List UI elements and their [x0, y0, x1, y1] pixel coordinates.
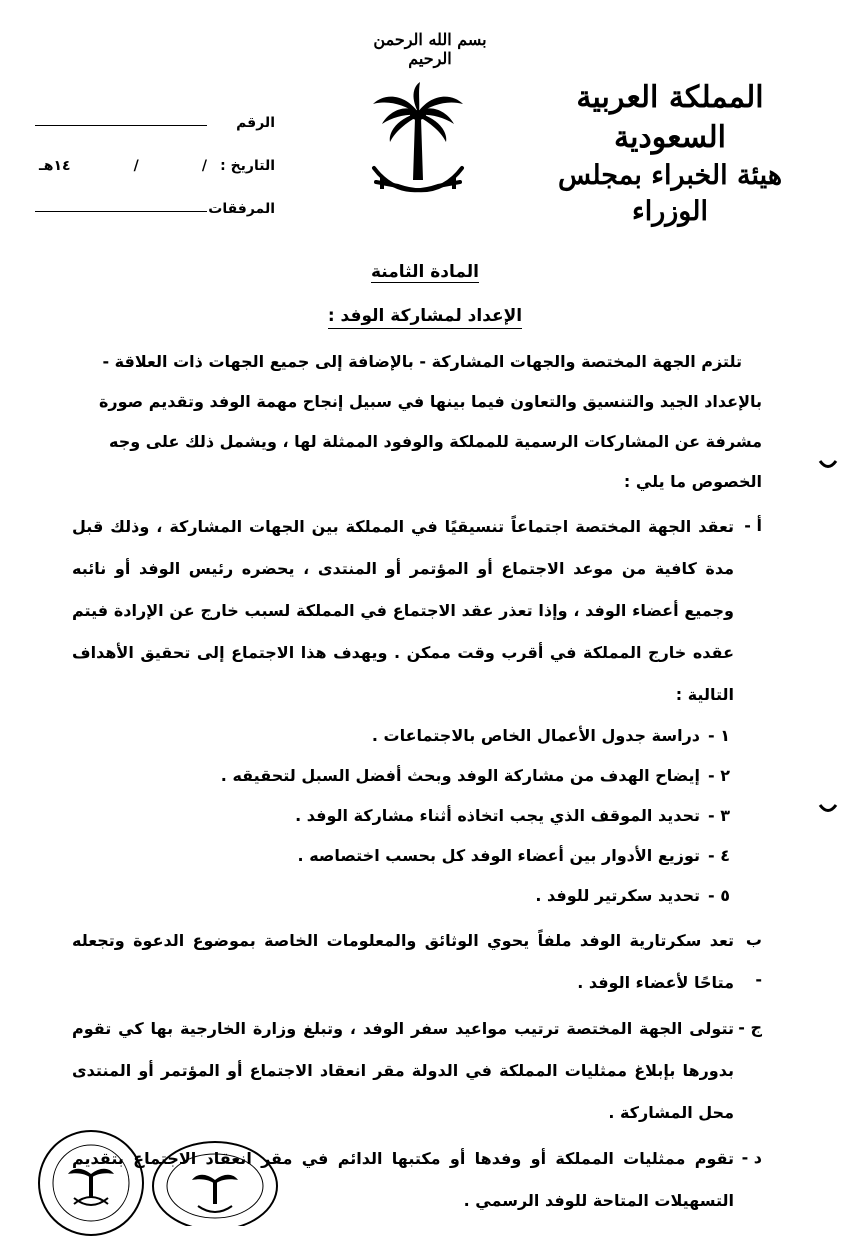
number-row: [35, 88, 275, 131]
attachments-field: [35, 210, 207, 212]
official-seal-icon: [150, 1136, 280, 1226]
number-label: الرقم: [236, 115, 275, 131]
item-text: تحديد سكرتير للوفد .: [535, 886, 700, 905]
clause-b: [72, 920, 762, 1004]
article-body: [72, 342, 762, 1222]
margin-mark-icon: [818, 802, 838, 816]
item-number: ١ -: [708, 726, 730, 745]
number-field: [35, 124, 207, 126]
date-label: التاريخ :: [220, 158, 275, 174]
clause-mark: ج -: [738, 1018, 762, 1037]
item-text: دراسة جدول الأعمال الخاص بالاجتماعات .: [371, 726, 700, 745]
clause-mark: ب -: [745, 930, 762, 989]
clause-text: تقوم ممثليات المملكة أو وفدها أو مكتبها الدائم في مقر انعقاد الاجتماع بتقديم التسهيلات المتاحة للوفد الرسمي .: [72, 1149, 734, 1210]
item-number: ٢ -: [708, 766, 730, 785]
date-field: [35, 158, 213, 174]
item-text: إيضاح الهدف من مشاركة الوفد وبحث أفضل السبل لتحقيقه .: [220, 766, 700, 785]
date-year-suffix: ١٤هـ: [39, 158, 71, 174]
item-text: توزيع الأدوار بين أعضاء الوفد كل بحسب اختصاصه .: [297, 846, 700, 865]
clause-text: تعقد الجهة المختصة اجتماعاً تنسيقيًا في المملكة بين الجهات المشاركة ، وذلك قبل مدة كافية من موعد الاجتماع أو المؤتمر أو المنتدى ، يحضره رئيس الوفد أو نائبه وجميع أعضاء الوفد ، وإذا تعذر عقد الاجتماع في المملكة لسبب خارج عن الإرادة فيتم عقده خارج المملكة في أقرب وقت ممكن . ويهدف هذا الاجتماع إلى تحقيق الأهداف التالية :: [72, 517, 734, 704]
article-title: المادة الثامنة: [371, 262, 479, 282]
attachments-label: المرفقات: [208, 201, 275, 217]
item-number: ٣ -: [708, 806, 730, 825]
list-item: [72, 876, 730, 916]
intro-line: بالإعداد الجيد والتنسيق والتعاون فيما بينها في سبيل إنجاح مهمة الوفد وتقديم صورة: [98, 392, 762, 411]
attachments-row: [35, 174, 275, 217]
list-item: [72, 836, 730, 876]
article-subject: الإعداد لمشاركة الوفد :: [0, 306, 850, 326]
intro-line: مشرفة عن المشاركات الرسمية للمملكة والوفود الممثلة لها ، ويشمل ذلك على وجه: [108, 432, 762, 451]
item-number: ٥ -: [708, 886, 730, 905]
clause-mark: أ -: [744, 516, 762, 535]
list-item: [72, 716, 730, 756]
reference-fields: [35, 88, 275, 217]
basmala: بسم الله الرحمن الرحيم: [373, 30, 487, 68]
clause-mark: د -: [741, 1148, 762, 1167]
clause-text: تتولى الجهة المختصة ترتيب مواعيد سفر الوفد ، وتبلغ وزارة الخارجية بها كي تقوم بدورها بإبلاغ ممثليات المملكة في الدولة مقر انعقاد الاجتماع أو المؤتمر أو المنتدى محل المشاركة .: [72, 1019, 734, 1122]
date-row: [35, 131, 275, 174]
authority-name: هيئة الخبراء بمجلس الوزراء: [557, 160, 783, 227]
item-number: ٤ -: [708, 846, 730, 865]
official-seal-icon: [36, 1128, 146, 1238]
palm-and-swords-icon: [368, 82, 468, 212]
clause-text: تعد سكرتارية الوفد ملفاً يحوي الوثائق والمعلومات الخاصة بموضوع الدعوة وتجعله متاحًا لأعضاء الوفد .: [72, 931, 734, 992]
list-item: [72, 796, 730, 836]
kingdom-name: المملكة العربية السعودية: [576, 80, 764, 155]
date-separator: /: [201, 158, 207, 174]
list-item: [72, 756, 730, 796]
objectives-list: [72, 716, 762, 916]
intro-line: الخصوص ما يلي :: [623, 472, 762, 491]
date-separator: /: [133, 158, 139, 174]
margin-mark-icon: [818, 458, 838, 472]
intro-paragraph: [72, 342, 762, 502]
letterhead-title: [530, 78, 810, 230]
clause-c: [72, 1008, 762, 1134]
item-text: تحديد الموقف الذي يجب اتخاذه أثناء مشاركة الوفد .: [295, 806, 700, 825]
intro-line: تلتزم الجهة المختصة والجهات المشاركة - بالإضافة إلى جميع الجهات ذات العلاقة -: [102, 352, 742, 371]
clause-a: [72, 506, 762, 716]
